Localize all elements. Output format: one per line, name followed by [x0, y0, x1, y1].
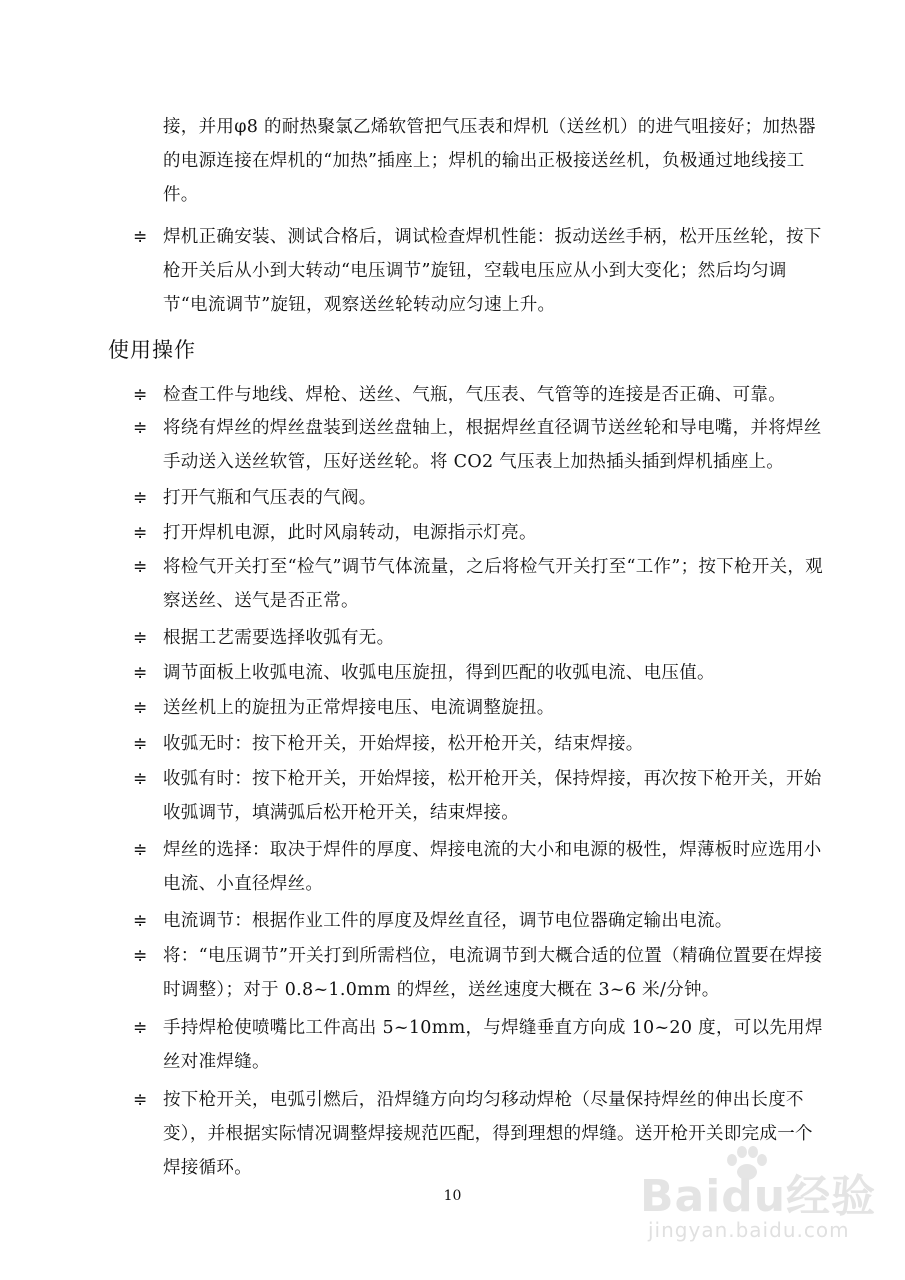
list-item [133, 762, 828, 830]
list-item [133, 481, 828, 515]
list-item [133, 727, 828, 761]
list-item-text: 送丝机上的旋扭为正常焊接电压、电流调整旋扭。 [163, 698, 555, 718]
list-item-text: 将：“电压调节”开关打到所需档位，电流调节到大概合适的位置（精确位置要在焊接时调整）；对于 0.8~1.0mm 的焊丝，送丝速度大概在 3~6 米/分钟。 [163, 946, 823, 1000]
intro-paragraph: 接，并用φ8 的耐热聚氯乙烯软管把气压表和焊机（送丝机）的进气咀接好；加热器的电源连接在焊机的“加热”插座上；焊机的输出正极接送丝机，负极通过地线接工件。 [163, 117, 816, 205]
list-item-text: 打开焊机电源，此时风扇转动，电源指示灯亮。 [163, 523, 537, 543]
watermark-url: jingyan.baidu.com [648, 1218, 850, 1242]
list-item [133, 1011, 828, 1079]
list-item [133, 378, 828, 412]
list-item [133, 939, 828, 1007]
list-item [133, 833, 828, 901]
list-item-text: 收弧无时：按下枪开关，开始焊接，松开枪开关，结束焊接。 [163, 734, 644, 754]
watermark-logo: Baidu经验 [640, 1171, 877, 1222]
list-item [133, 411, 828, 479]
bullet-icon: ≑ [133, 628, 148, 648]
list-item-text: 手持焊枪使喷嘴比工件高出 5~10mm，与焊缝垂直方向成 10~20 度，可以先用焊丝对准焊缝。 [163, 1018, 823, 1072]
list-item-text: 焊机正确安装、测试合格后，调试检查焊机性能：扳动送丝手柄，松开压丝轮，按下枪开关后从小到大转动“电压调节”旋钮，空载电压应从小到大变化；然后均匀调节“电流调节”旋钮，观察送丝轮转动应匀速上升。 [163, 227, 822, 315]
list-item-text: 收弧有时：按下枪开关，开始焊接，松开枪开关，保持焊接，再次按下枪开关，开始收弧调节，填满弧后松开枪开关，结束焊接。 [163, 769, 822, 823]
list-item-text: 按下枪开关，电弧引燃后，沿焊缝方向均匀移动焊枪（尽量保持焊丝的伸出长度不变），并根据实际情况调整焊接规范匹配，得到理想的焊缝。送开枪开关即完成一个焊接循环。 [163, 1090, 813, 1178]
list-item [133, 691, 828, 725]
bullet-icon: ≑ [133, 1018, 148, 1038]
list-item [133, 656, 828, 690]
bullet-icon: ≑ [133, 557, 148, 577]
watermark [640, 1140, 880, 1250]
page-number: 10 [443, 1188, 462, 1204]
bullet-icon: ≑ [133, 698, 148, 718]
bullet-icon: ≑ [133, 227, 148, 247]
list-item [133, 550, 828, 618]
bullet-icon: ≑ [133, 1090, 148, 1110]
bullet-icon: ≑ [133, 734, 148, 754]
list-item-text: 根据工艺需要选择收弧有无。 [163, 628, 395, 648]
list-item-text: 打开气瓶和气压表的气阀。 [163, 488, 377, 508]
list-item [133, 220, 828, 322]
list-item-text: 焊丝的选择：取决于焊件的厚度、焊接电流的大小和电源的极性，焊薄板时应选用小电流、小直径焊丝。 [163, 840, 822, 894]
bullet-icon: ≑ [133, 911, 148, 931]
bullet-icon: ≑ [133, 385, 148, 405]
bullet-icon: ≑ [133, 418, 148, 438]
section-heading: 使用操作 [108, 338, 196, 362]
bullet-icon: ≑ [133, 840, 148, 860]
bullet-icon: ≑ [133, 946, 148, 966]
bullet-icon: ≑ [133, 769, 148, 789]
list-item [133, 621, 828, 655]
bullet-icon: ≑ [133, 523, 148, 543]
bullet-icon: ≑ [133, 663, 148, 683]
list-item-text: 检查工件与地线、焊枪、送丝、气瓶，气压表、气管等的连接是否正确、可靠。 [163, 385, 786, 405]
list-item-text: 将绕有焊丝的焊丝盘装到送丝盘轴上，根据焊丝直径调节送丝轮和导电嘴，并将焊丝手动送入送丝软管，压好送丝轮。将 CO2 气压表上加热插头插到焊机插座上。 [163, 418, 822, 472]
list-item-text: 调节面板上收弧电流、收弧电压旋扭，得到匹配的收弧电流、电压值。 [163, 663, 715, 683]
list-item-text: 将检气开关打至“检气”调节气体流量，之后将检气开关打至“工作”；按下枪开关，观察送丝、送气是否正常。 [163, 557, 823, 611]
list-item-text: 电流调节：根据作业工件的厚度及焊丝直径，调节电位器确定输出电流。 [163, 911, 733, 931]
bullet-icon: ≑ [133, 488, 148, 508]
list-item [133, 904, 828, 938]
list-item [133, 516, 828, 550]
